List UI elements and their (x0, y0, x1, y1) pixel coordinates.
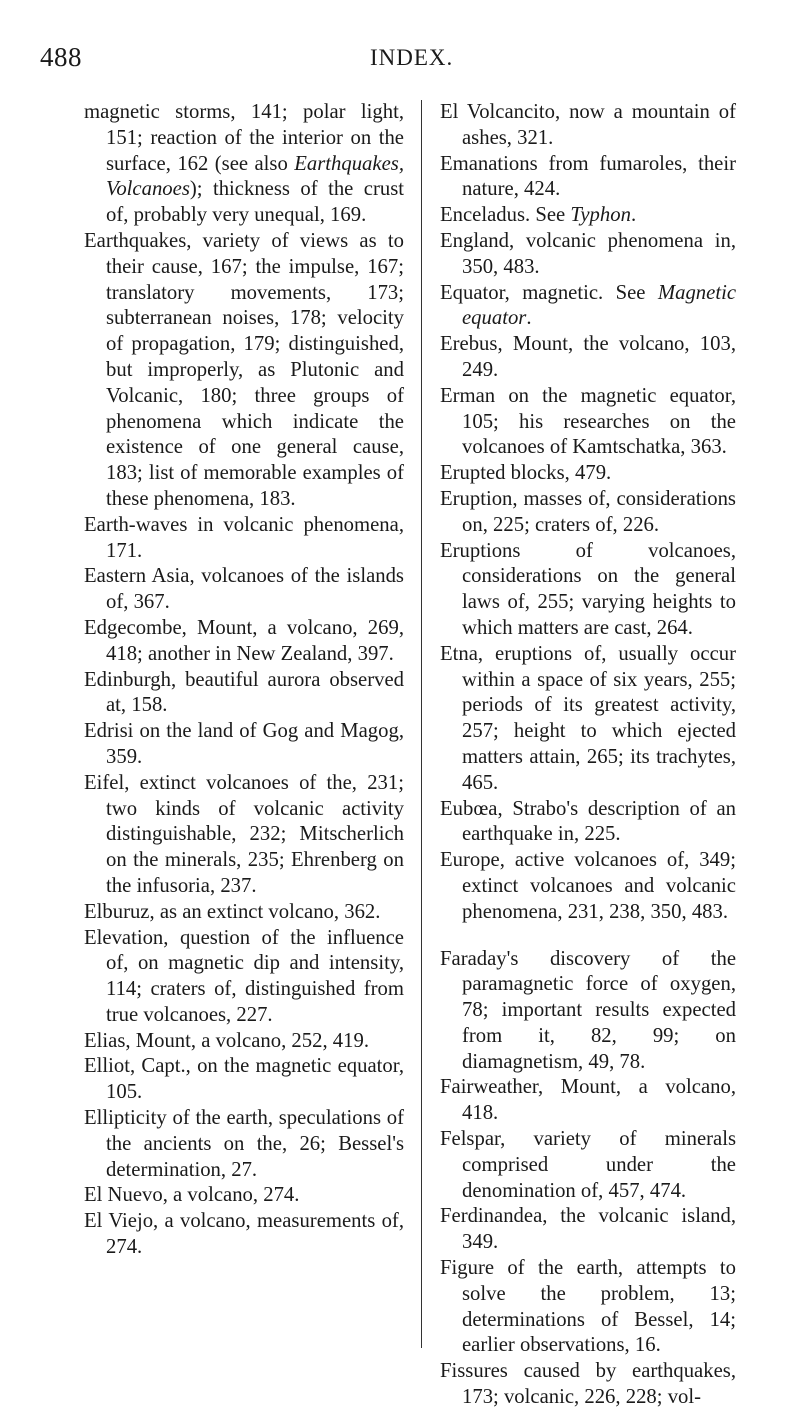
index-entry: Earthquakes, variety of views as to their cause, 167; the impulse, 167; translatory movements, 173; subterranean noises, 178; velocity of propagation, 179; distinguished, but improperly, as Plutonic and Volcanic, 180; three groups of phenomena which indicate the existence of one general cause, 183; list of memorable examples of these phenomena, 183. (84, 229, 404, 510)
index-entry: Elias, Mount, a volcano, 252, 419. (84, 1029, 369, 1052)
index-entry: Edgecombe, Mount, a volcano, 269, 418; another in New Zealand, 397. (84, 616, 404, 665)
index-entry: Edinburgh, beautiful aurora observed at, 158. (84, 668, 404, 717)
column-divider (421, 100, 422, 1348)
index-entry: Etna, eruptions of, usually occur within a space of six years, 255; periods of its greatest activity, 257; height to which ejected matters attain, 265; its trachytes, 465. (440, 642, 736, 794)
index-entry: Figure of the earth, attempts to solve the problem, 13; determinations of Bessel, 14; earlier observations, 16. (440, 1257, 736, 1357)
index-entry: Elevation, question of the influence of, on magnetic dip and intensity, 114; craters of, distinguished from true volcanoes, 227. (84, 926, 404, 1026)
index-entry: Ferdinandea, the volcanic island, 349. (440, 1205, 736, 1254)
index-entry: Erupted blocks, 479. (440, 462, 612, 485)
index-entry: Erebus, Mount, the volcano, 103, 249. (440, 333, 736, 381)
index-entry: Enceladus. See Typhon. (440, 204, 637, 227)
index-column-right (440, 100, 736, 1411)
index-entry: El Volcancito, now a mountain of ashes, 321. (440, 101, 736, 149)
index-entry: England, volcanic phenomena in, 350, 483. (440, 229, 736, 278)
index-entry: El Nuevo, a volcano, 274. (84, 1184, 300, 1207)
index-entry: Fissures caused by earthquakes, 173; volcanic, 226, 228; vol- (440, 1360, 736, 1409)
index-entry: Fairweather, Mount, a volcano, 418. (440, 1076, 736, 1125)
index-entry: Earth-waves in volcanic phenomena, 171. (84, 513, 404, 562)
index-entry: magnetic storms, 141; polar light, 151; reaction of the interior on the surface, 162 (see also Earthquakes, Volcanoes); thickness of the crust of, probably very unequal, 169. (84, 101, 404, 227)
index-column-left (84, 100, 404, 1261)
running-head: INDEX. (370, 45, 454, 70)
index-entry: El Viejo, a volcano, measurements of, 274. (84, 1210, 404, 1259)
index-entry: Felspar, variety of minerals comprised under the denomination of, 457, 474. (440, 1128, 736, 1202)
index-entry: Eastern Asia, volcanoes of the islands of, 367. (84, 565, 404, 614)
index-entry: Elliot, Capt., on the magnetic equator, 105. (84, 1055, 404, 1104)
index-entry: Emanations from fumaroles, their nature, 424. (440, 152, 736, 201)
index-entry: Europe, active volcanoes of, 349; extinct volcanoes and volcanic phenomena, 231, 238, 350, 483. (440, 849, 736, 923)
index-entry: Eruptions of volcanoes, considerations on the general laws of, 255; varying heights to which matters are cast, 264. (440, 539, 736, 639)
index-entry: Eubœa, Strabo's description of an earthquake in, 225. (440, 797, 736, 846)
index-entry: Eifel, extinct volcanoes of the, 231; two kinds of volcanic activity distinguishable, 232; Mitscherlich on the minerals, 235; Ehrenberg on the infusoria, 237. (84, 771, 404, 897)
page-number: 488 (40, 42, 82, 72)
index-entry: Faraday's discovery of the paramagnetic force of oxygen, 78; important results expected from it, 82, 99; on diamagnetism, 49, 78. (440, 947, 736, 1073)
index-entry: Equator, magnetic. See Magnetic equator. (440, 281, 736, 330)
index-entry: Eruption, masses of, considerations on, 225; craters of, 226. (440, 487, 736, 536)
index-entry: Elburuz, as an extinct volcano, 362. (84, 900, 381, 923)
index-entry: Erman on the magnetic equator, 105; his researches on the volcanoes of Kamtschatka, 363. (440, 384, 736, 459)
index-entry: Ellipticity of the earth, speculations of the ancients on the, 26; Bessel's determination, 27. (84, 1107, 404, 1181)
index-entry: Edrisi on the land of Gog and Magog, 359. (84, 720, 404, 768)
